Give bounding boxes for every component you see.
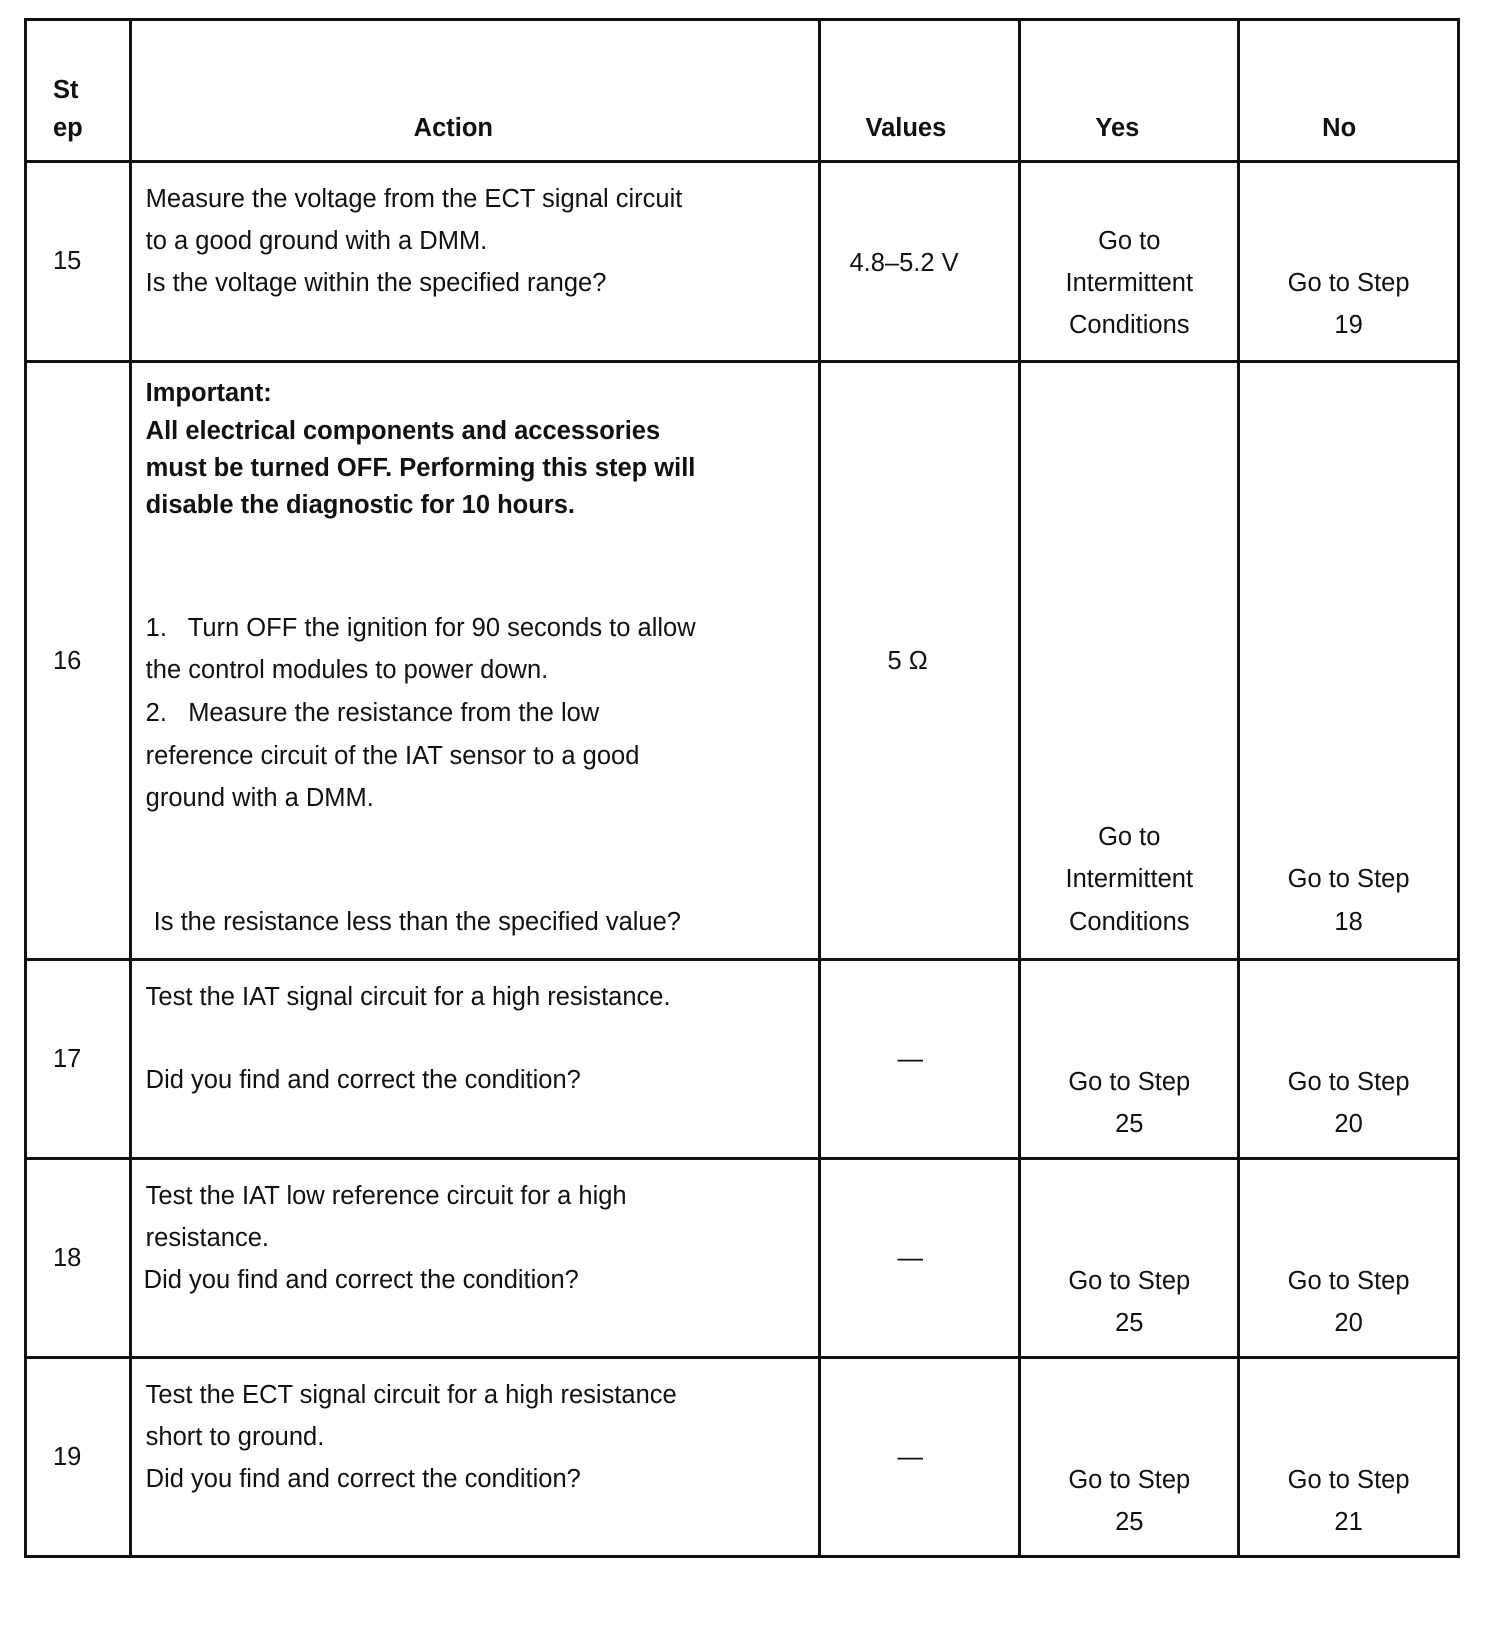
header-yes-label: Yes — [1095, 114, 1140, 142]
yes-line: Go to — [1098, 227, 1161, 255]
value-text: 5 Ω — [887, 647, 928, 675]
no-cell — [1239, 960, 1459, 1159]
action-cell — [130, 1358, 820, 1557]
no-cell — [1239, 1358, 1459, 1557]
no-line: 19 — [1334, 311, 1363, 339]
yes-cell — [1020, 1358, 1239, 1557]
action-line: 2. Measure the resistance from the low — [145, 699, 600, 727]
diagnostic-table — [24, 18, 1460, 1558]
yes-line: Conditions — [1069, 908, 1190, 936]
value-text: — — [897, 1045, 923, 1073]
header-no — [1239, 20, 1459, 162]
no-line: Go to Step — [1287, 1068, 1410, 1096]
action-question: Did you find and correct the condition? — [143, 1266, 579, 1294]
header-action-label: Action — [413, 114, 493, 142]
no-line: Go to Step — [1287, 1267, 1410, 1295]
step-cell — [26, 1159, 131, 1358]
action-cell — [130, 1159, 820, 1358]
action-cell — [130, 960, 820, 1159]
no-cell — [1239, 1159, 1459, 1358]
values-cell — [820, 362, 1020, 960]
yes-cell — [1020, 960, 1239, 1159]
header-yes — [1020, 20, 1239, 162]
value-text: 4.8–5.2 V — [849, 249, 959, 277]
no-cell — [1239, 362, 1459, 960]
action-cell — [130, 362, 820, 960]
yes-line: 25 — [1115, 1110, 1144, 1138]
step-number: 16 — [53, 647, 82, 675]
header-values-label: Values — [865, 114, 947, 142]
action-question: Is the resistance less than the specified value? — [153, 908, 681, 936]
action-line: to a good ground with a DMM. — [145, 227, 488, 255]
no-cell — [1239, 162, 1459, 362]
table-row — [26, 1358, 1459, 1557]
step-cell — [26, 1358, 131, 1557]
yes-line: Intermittent — [1065, 269, 1194, 297]
action-line: resistance. — [145, 1224, 269, 1252]
action-question: Did you find and correct the condition? — [145, 1465, 581, 1493]
table-row — [26, 960, 1459, 1159]
action-line: 1. Turn OFF the ignition for 90 seconds to allow — [145, 614, 696, 642]
important-line: disable the diagnostic for 10 hours. — [145, 491, 576, 519]
step-number: 17 — [53, 1045, 82, 1073]
values-cell — [820, 1358, 1020, 1557]
header-step-line1: St — [53, 76, 79, 104]
action-line: Measure the voltage from the ECT signal circuit — [145, 185, 683, 213]
no-line: 20 — [1334, 1309, 1363, 1337]
yes-line: Intermittent — [1065, 865, 1194, 893]
values-cell — [820, 960, 1020, 1159]
step-number: 19 — [53, 1443, 82, 1471]
action-line: Test the IAT signal circuit for a high resistance. — [145, 983, 671, 1011]
step-cell — [26, 162, 131, 362]
no-line: 18 — [1334, 908, 1363, 936]
action-cell — [130, 162, 820, 362]
action-line: ground with a DMM. — [145, 784, 374, 812]
step-number: 18 — [53, 1244, 82, 1272]
step-cell — [26, 960, 131, 1159]
yes-line: Go to — [1098, 823, 1161, 851]
header-action — [130, 20, 820, 162]
yes-line: Conditions — [1069, 311, 1190, 339]
yes-line: Go to Step — [1068, 1466, 1191, 1494]
value-text: — — [897, 1443, 923, 1471]
yes-line: 25 — [1115, 1508, 1144, 1536]
table-row — [26, 362, 1459, 960]
important-heading: Important: — [145, 379, 272, 407]
no-line: Go to Step — [1287, 269, 1410, 297]
no-line: Go to Step — [1287, 1466, 1410, 1494]
yes-cell — [1020, 362, 1239, 960]
yes-cell — [1020, 162, 1239, 362]
important-line: must be turned OFF. Performing this step will — [145, 454, 696, 482]
action-line: Test the IAT low reference circuit for a high — [145, 1182, 627, 1210]
action-question: Is the voltage within the specified range? — [145, 269, 607, 297]
value-text: — — [897, 1244, 923, 1272]
table-row — [26, 162, 1459, 362]
header-step-line2: ep — [53, 114, 83, 142]
header-values — [820, 20, 1020, 162]
no-line: 21 — [1334, 1508, 1363, 1536]
yes-cell — [1020, 1159, 1239, 1358]
table-row — [26, 1159, 1459, 1358]
no-line: Go to Step — [1287, 865, 1410, 893]
no-line: 20 — [1334, 1110, 1363, 1138]
action-line: short to ground. — [145, 1423, 325, 1451]
header-no-label: No — [1322, 114, 1357, 142]
step-number: 15 — [53, 247, 82, 275]
values-cell — [820, 1159, 1020, 1358]
header-step — [26, 20, 131, 162]
action-question: Did you find and correct the condition? — [145, 1066, 581, 1094]
action-line: the control modules to power down. — [145, 656, 549, 684]
yes-line: Go to Step — [1068, 1068, 1191, 1096]
action-line: reference circuit of the IAT sensor to a good — [145, 742, 640, 770]
values-cell — [820, 162, 1020, 362]
important-line: All electrical components and accessories — [145, 417, 661, 445]
step-cell — [26, 362, 131, 960]
header-row — [26, 20, 1459, 162]
yes-line: 25 — [1115, 1309, 1144, 1337]
action-line: Test the ECT signal circuit for a high resistance — [145, 1381, 677, 1409]
yes-line: Go to Step — [1068, 1267, 1191, 1295]
